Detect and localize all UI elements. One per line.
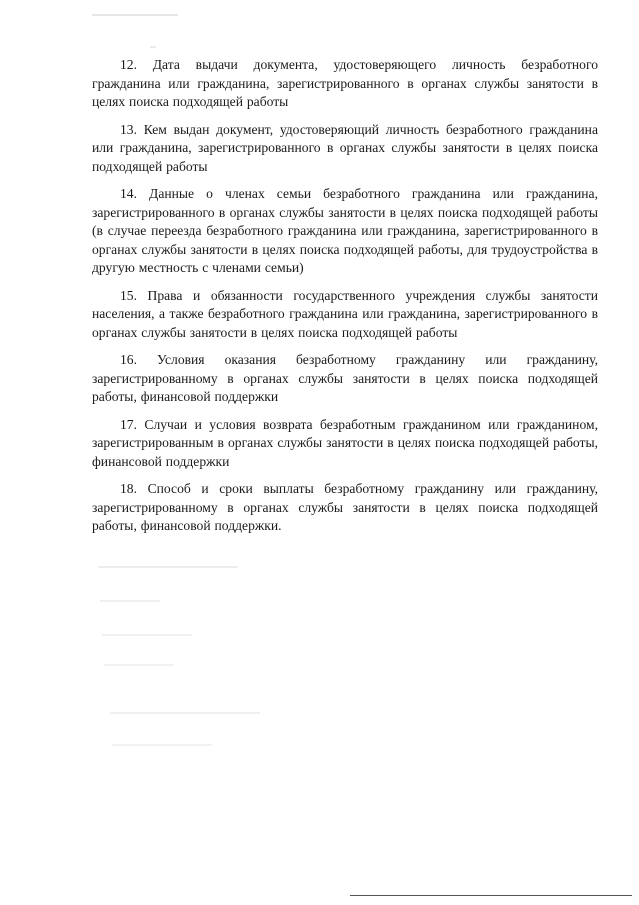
paragraph-12: 12. Дата выдачи документа, удостоверяющего личность безработного гражданина или гражданина, зарегистрированного в органах службы занятости в целях поиска подходящей работы: [92, 57, 598, 109]
paragraph-17: 17. Случаи и условия возврата безработным гражданином или гражданином, зарегистрированным в органах службы занятости в целях поиска подходящей работы, финансовой поддержки: [92, 416, 598, 469]
scan-artifact-top: [92, 14, 178, 16]
bottom-rule: [350, 895, 632, 896]
scan-artifact-left-2: [100, 600, 160, 602]
scan-artifact-left-1: [98, 566, 238, 568]
paragraph-15: 15. Права и обязанности государственного учреждения службы занятости населения, а также безработного гражданина или гражданина, зарегистрированного в органах службы занятости в целях поиска подходящей работы: [92, 287, 598, 340]
scan-artifact-left-5: [110, 712, 260, 714]
scan-artifact-top-dot: [150, 46, 156, 48]
paragraph-18: 18. Способ и сроки выплаты безработному гражданину или гражданину, зарегистрированному в органах службы занятости в целях поиска подходящей работы, финансовой поддержки.: [92, 481, 598, 533]
scan-artifact-left-3: [102, 634, 192, 636]
document-body: [92, 56, 598, 545]
scan-artifact-left-6: [112, 744, 212, 746]
paragraph-16: 16. Условия оказания безработному гражданину или гражданину, зарегистрированному в органах службы занятости в целях поиска подходящей работы, финансовой поддержки: [92, 352, 598, 404]
paragraph-13: 13. Кем выдан документ, удостоверяющий личность безработного гражданина или гражданина, зарегистрированного в органах службы занятости в целях поиска подходящей работы: [92, 121, 598, 174]
scan-artifact-left-4: [104, 664, 174, 666]
paragraph-14: 14. Данные о членах семьи безработного гражданина или гражданина, зарегистрированного в органах службы занятости в целях поиска подходящей работы (в случае переезда безработного гражданина или гражданина, зарегистрированного в органах службы занятости в целях поиска подходящей работы, для трудоустройства в другую местность с членами семьи): [92, 186, 598, 275]
